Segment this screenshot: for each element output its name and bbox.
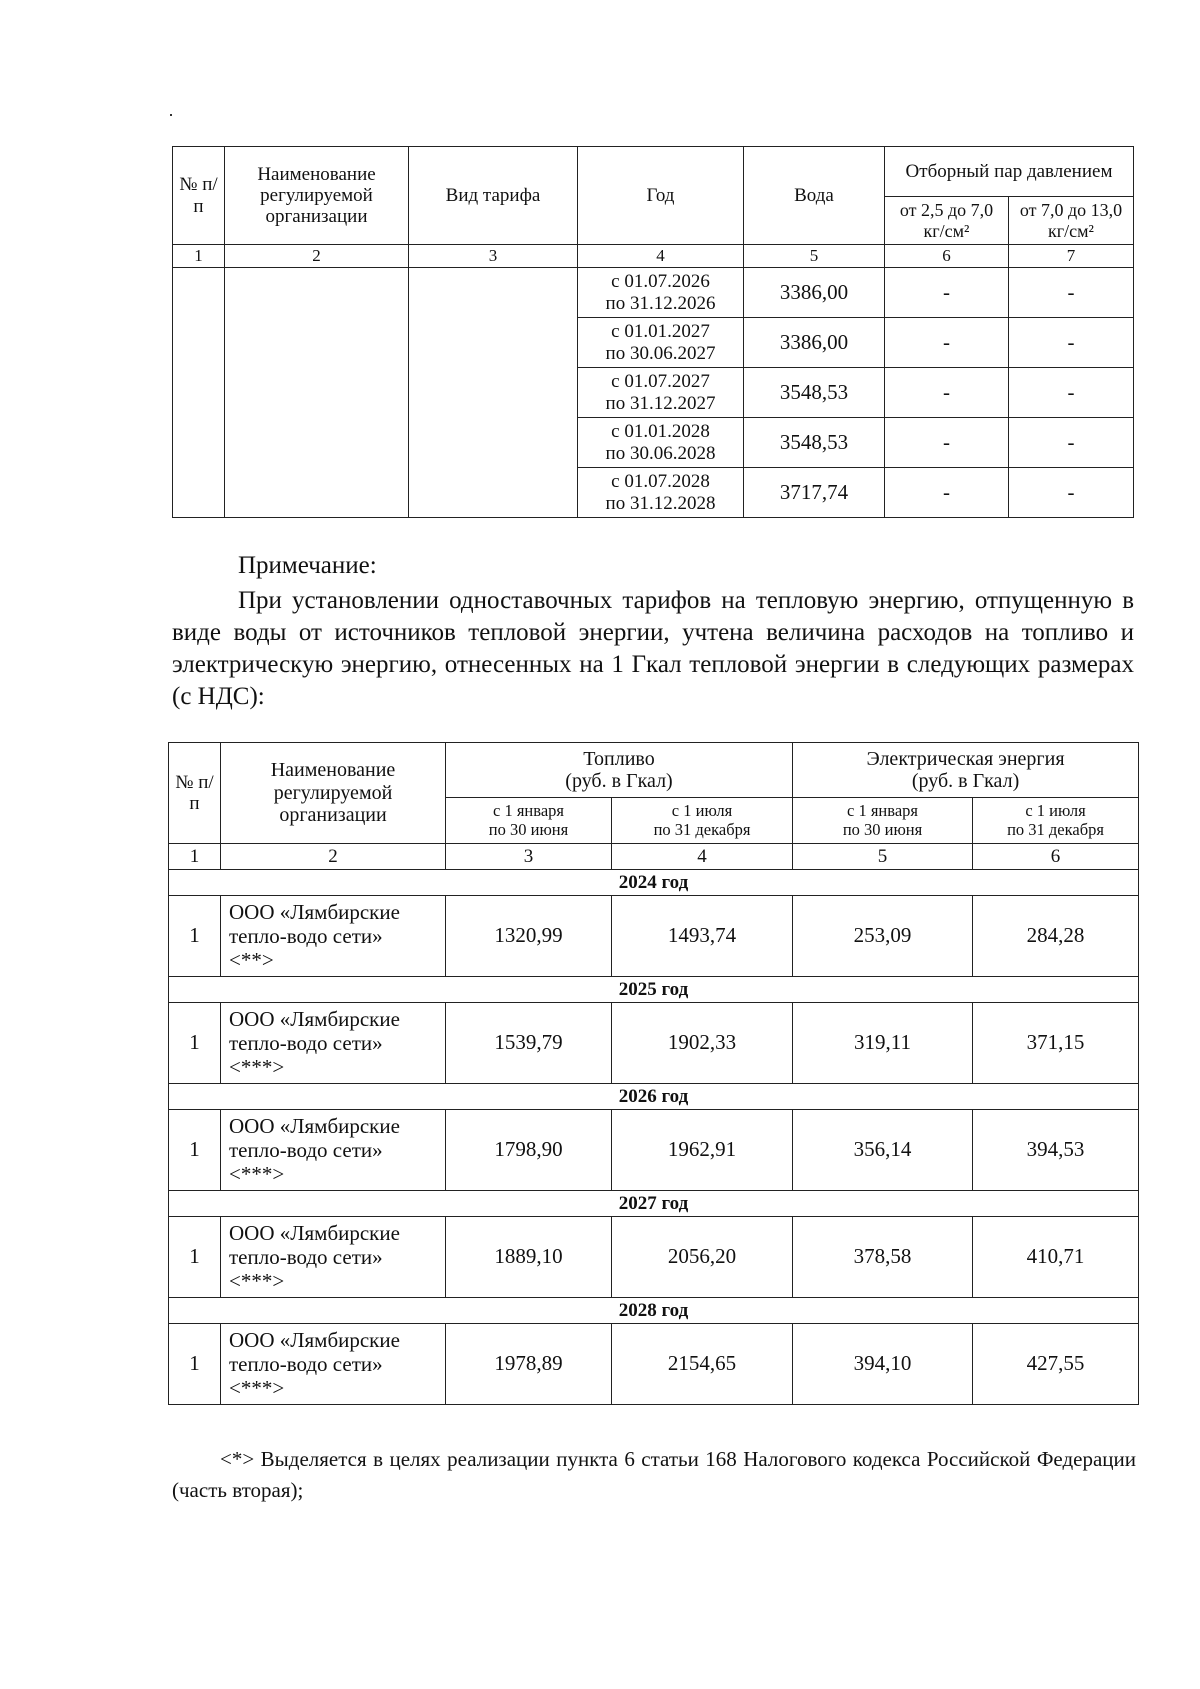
period-cell [578,318,744,368]
org-line: ООО «Лямбирские [229,899,400,924]
elec-h2-value: 371,15 [973,1003,1139,1084]
steam-high-value: - [1009,268,1134,318]
fuel-h1-value: 1978,89 [446,1324,612,1405]
period-to: по 31 декабря [1007,819,1104,839]
period-from: с 01.07.2027 [611,371,710,393]
water-value: 3548,53 [744,418,885,468]
org-line: ООО «Лямбирские [229,1220,400,1245]
period-to: по 30.06.2027 [605,342,716,364]
header-fuel-title: Топливо [583,747,655,770]
fuel-h1-value: 1798,90 [446,1110,612,1191]
steam-high-value: - [1009,418,1134,468]
period-to: по 30.06.2028 [605,442,716,464]
column-number: 3 [446,844,612,870]
year-row [169,1191,1139,1217]
org-name [221,1003,446,1084]
footnote-ref: <***> [229,1269,285,1294]
period-from: с 1 января [493,801,564,821]
header-fuel-h1 [446,798,612,844]
header-fuel [446,743,793,798]
fuel-h1-value: 1320,99 [446,896,612,977]
row-num: 1 [169,1217,221,1298]
org-line: тепло-водо сети» [229,1030,383,1055]
period-cell [578,268,744,318]
footnote: <*> Выделяется в целях реализации пункта 6 статьи 168 Налогового кодекса Российской Федерации (часть вторая); [172,1447,1136,1502]
note-text: При установлении одноставочных тарифов на тепловую энергию, отпущенную в виде воды от источников тепловой энергии, учтена величина расходов на топливо и электрическую энергию, отнесенных на 1 Гкал тепловой энергии в следующих размерах (с НДС): [172,587,1134,710]
header-steam-high: от 7,0 до 13,0 кг/см² [1009,197,1134,245]
header-num: № п/п [169,743,221,844]
year-row [169,977,1139,1003]
column-number: 1 [169,844,221,870]
page-speck [170,114,172,116]
column-number: 1 [173,245,225,268]
footnote-ref: <**> [229,948,274,973]
org-line: тепло-водо сети» [229,1137,383,1162]
fuel-h2-value: 2154,65 [612,1324,793,1405]
header-electricity-unit: (руб. в Гкал) [911,770,1020,792]
header-fuel-unit: (руб. в Гкал) [565,770,673,792]
year-label: 2027 год [169,1191,1139,1217]
elec-h1-value: 319,11 [793,1003,973,1084]
empty-tariff-cell [409,268,578,518]
period-to: по 31.12.2028 [605,492,716,514]
period-to: по 30 июня [488,819,569,839]
year-label: 2026 год [169,1084,1139,1110]
header-year: Год [578,147,744,245]
column-number: 2 [221,844,446,870]
water-value: 3386,00 [744,268,885,318]
org-line: ООО «Лямбирские [229,1006,400,1031]
steam-high-value: - [1009,468,1134,518]
period-cell [578,418,744,468]
header-electricity [793,743,1139,798]
column-number: 5 [793,844,973,870]
period-from: с 01.07.2028 [611,471,710,493]
org-line: тепло-водо сети» [229,923,383,948]
steam-low-value: - [885,268,1009,318]
org-name [221,896,446,977]
fuel-h2-value: 2056,20 [612,1217,793,1298]
row-num: 1 [169,1003,221,1084]
org-line: ООО «Лямбирские [229,1113,400,1138]
year-row [169,1084,1139,1110]
period-to: по 31 декабря [653,819,751,839]
period-to: по 31.12.2026 [605,292,716,314]
tariff-table [172,146,1134,518]
footnote-ref: <***> [229,1162,285,1187]
steam-high-value: - [1009,368,1134,418]
elec-h1-value: 378,58 [793,1217,973,1298]
water-value: 3548,53 [744,368,885,418]
row-num: 1 [169,896,221,977]
fuel-h2-value: 1902,33 [612,1003,793,1084]
header-org: Наименование регулируемой организации [221,743,446,844]
header-elec-h2 [973,798,1139,844]
header-water: Вода [744,147,885,245]
table-row [173,268,1134,318]
note-title: Примечание: [238,552,377,579]
org-line: ООО «Лямбирские [229,1327,400,1352]
row-num: 1 [169,1324,221,1405]
steam-low-value: - [885,468,1009,518]
org-name [221,1217,446,1298]
year-label: 2024 год [169,870,1139,896]
year-row [169,870,1139,896]
year-label: 2025 год [169,977,1139,1003]
column-number: 7 [1009,245,1134,268]
period-from: с 01.01.2028 [611,421,710,443]
column-numbers-row [169,844,1139,870]
org-name [221,1110,446,1191]
year-row [169,1298,1139,1324]
fuel-h1-value: 1539,79 [446,1003,612,1084]
empty-org-cell [225,268,409,518]
org-line: тепло-водо сети» [229,1244,383,1269]
fuel-h1-value: 1889,10 [446,1217,612,1298]
period-from: с 1 июля [1025,801,1086,821]
period-cell [578,368,744,418]
period-to: по 31.12.2027 [605,392,716,414]
column-number: 6 [973,844,1139,870]
column-number: 3 [409,245,578,268]
table-row [169,1110,1139,1191]
water-value: 3717,74 [744,468,885,518]
period-from: с 1 июля [671,801,733,821]
fuel-h2-value: 1493,74 [612,896,793,977]
header-org: Наименование регулируемой организации [225,147,409,245]
water-value: 3386,00 [744,318,885,368]
elec-h1-value: 253,09 [793,896,973,977]
empty-num-cell [173,268,225,518]
header-steam-low: от 2,5 до 7,0 кг/см² [885,197,1009,245]
header-fuel-h2 [612,798,793,844]
steam-low-value: - [885,318,1009,368]
table-row [169,1324,1139,1405]
period-from: с 01.07.2026 [611,271,710,293]
header-electricity-title: Электрическая энергия [866,747,1065,770]
column-number: 5 [744,245,885,268]
org-name [221,1324,446,1405]
year-label: 2028 год [169,1298,1139,1324]
column-numbers-row [173,245,1134,268]
org-line: тепло-водо сети» [229,1351,383,1376]
elec-h2-value: 284,28 [973,896,1139,977]
period-cell [578,468,744,518]
elec-h2-value: 394,53 [973,1110,1139,1191]
table-row [169,896,1139,977]
column-number: 2 [225,245,409,268]
period-from: с 1 января [847,801,918,821]
elec-h2-value: 410,71 [973,1217,1139,1298]
elec-h1-value: 394,10 [793,1324,973,1405]
steam-low-value: - [885,418,1009,468]
fuel-h2-value: 1962,91 [612,1110,793,1191]
header-tariff: Вид тарифа [409,147,578,245]
steam-low-value: - [885,368,1009,418]
cost-table [168,742,1139,1405]
header-num: № п/п [173,147,225,245]
footnote-ref: <***> [229,1055,285,1080]
footnote-ref: <***> [229,1376,285,1401]
steam-high-value: - [1009,318,1134,368]
column-number: 6 [885,245,1009,268]
table-row [169,1003,1139,1084]
column-number: 4 [578,245,744,268]
elec-h1-value: 356,14 [793,1110,973,1191]
header-elec-h1 [793,798,973,844]
period-from: с 01.01.2027 [611,321,710,343]
row-num: 1 [169,1110,221,1191]
period-to: по 30 июня [842,819,923,839]
header-steam: Отборный пар давлением [885,147,1134,197]
table-row [169,1217,1139,1298]
elec-h2-value: 427,55 [973,1324,1139,1405]
column-number: 4 [612,844,793,870]
